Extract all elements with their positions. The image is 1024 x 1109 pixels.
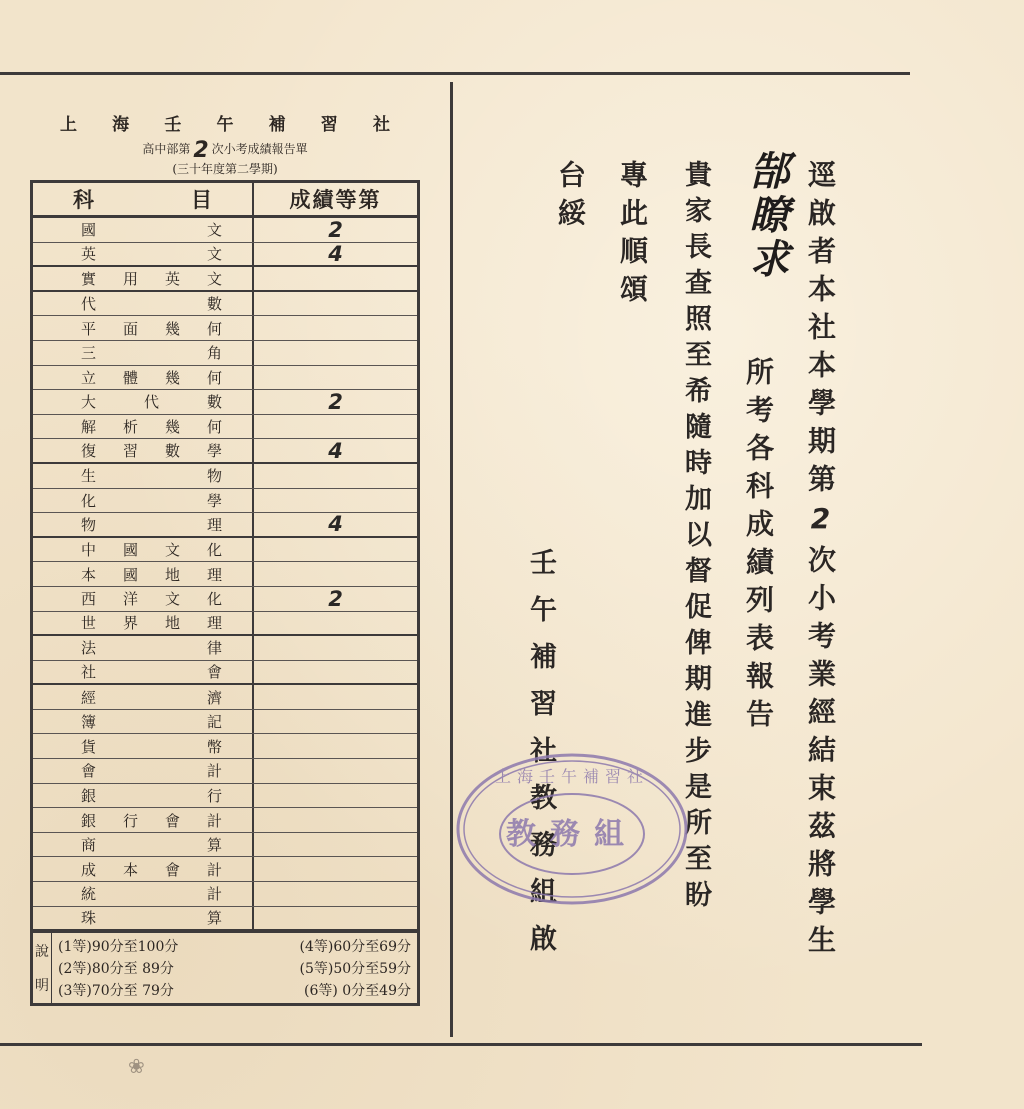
letter-column-3: 貴家長查照至希隨時加以督促俾期進步是所至盼 <box>680 160 711 916</box>
subject-char: 地 <box>164 565 180 584</box>
subject-char: 代 <box>143 393 159 412</box>
subject-row <box>33 907 417 932</box>
bottom-rule <box>0 1043 922 1046</box>
subject-char: 化 <box>81 491 97 510</box>
grade-value: 4 <box>328 438 343 463</box>
subject-char: 濟 <box>206 688 222 707</box>
subject-row <box>33 710 417 735</box>
grade-value: 4 <box>328 512 343 537</box>
subject-char: 數 <box>206 393 222 412</box>
legend-body <box>52 933 417 1003</box>
subject-char: 化 <box>206 541 222 560</box>
school-name-char: 習 <box>320 115 338 135</box>
subject-char: 地 <box>164 614 180 633</box>
subject-row <box>33 390 417 415</box>
subject-row <box>33 857 417 882</box>
legend-line <box>58 936 411 956</box>
subject-char: 何 <box>206 418 222 437</box>
subject-char: 面 <box>122 319 138 338</box>
subject-row <box>33 784 417 809</box>
subject-name <box>33 734 254 758</box>
legend-label <box>33 933 52 1003</box>
subject-char: 理 <box>206 515 222 534</box>
legend-entry: (4等)60分至69分 <box>299 939 411 956</box>
subtitle-prefix: 高中部第 <box>142 142 191 156</box>
subject-char: 解 <box>81 418 97 437</box>
subject-row <box>33 341 417 366</box>
subject-row <box>33 833 417 858</box>
legend-entry: (2等)80分至 89分 <box>58 961 174 978</box>
subject-char: 生 <box>81 467 97 486</box>
term-label: (三十年度第二學期) <box>172 162 278 176</box>
subject-char: 中 <box>81 541 97 560</box>
subject-char: 計 <box>206 860 222 879</box>
subject-name <box>33 907 254 930</box>
subject-name <box>33 784 254 808</box>
subject-char: 習 <box>122 442 138 461</box>
subject-name <box>33 243 254 266</box>
subject-row <box>33 464 417 489</box>
subject-row <box>33 808 417 833</box>
subject-char: 經 <box>81 688 97 707</box>
subject-char: 化 <box>206 590 222 609</box>
subject-char: 文 <box>206 269 222 288</box>
legend-label-char: 說 <box>35 944 49 961</box>
subject-char: 算 <box>206 909 222 928</box>
subject-name <box>33 464 254 488</box>
subject-char: 本 <box>122 860 138 879</box>
subject-char: 幾 <box>164 418 180 437</box>
subject-name <box>33 489 254 513</box>
subject-char: 成 <box>81 860 97 879</box>
subject-row <box>33 882 417 907</box>
subject-char: 何 <box>206 368 222 387</box>
subject-char: 學 <box>206 491 222 510</box>
subject-name <box>33 808 254 832</box>
exam-number-handwritten: 2 <box>193 138 209 163</box>
subject-char: 文 <box>164 590 180 609</box>
legend-entry: (5等)50分至59分 <box>299 961 411 978</box>
subject-char: 理 <box>206 614 222 633</box>
subject-char: 本 <box>81 565 97 584</box>
subject-char: 計 <box>206 762 222 781</box>
subject-char: 英 <box>81 245 97 264</box>
subject-name <box>33 439 254 462</box>
subject-char: 物 <box>206 467 222 486</box>
subject-char: 復 <box>81 442 97 461</box>
subject-char: 銀 <box>81 811 97 830</box>
subject-char: 幾 <box>164 319 180 338</box>
seal-center-text: 教務組 <box>506 817 638 852</box>
grade-value: 4 <box>328 241 343 266</box>
subject-header-char: 目 <box>191 187 212 212</box>
subject-char: 社 <box>81 663 97 682</box>
seal-ring-text: 上海壬午補習社 <box>494 767 650 786</box>
subject-char: 立 <box>81 368 97 387</box>
subject-char: 行 <box>122 811 138 830</box>
subject-name <box>33 341 254 365</box>
subject-name <box>33 267 254 290</box>
subject-char: 行 <box>206 786 222 805</box>
legend-line <box>58 958 411 978</box>
school-name-char: 社 <box>372 115 390 135</box>
subject-char: 幾 <box>164 368 180 387</box>
subject-char: 統 <box>81 885 97 904</box>
subject-name <box>33 710 254 734</box>
subject-row <box>33 218 417 243</box>
subject-row <box>33 489 417 514</box>
subject-char: 珠 <box>81 909 97 928</box>
subject-char: 律 <box>206 639 222 658</box>
subject-char: 文 <box>206 245 222 264</box>
legend-entry: (1等)90分至100分 <box>58 939 179 956</box>
subject-char: 界 <box>122 614 138 633</box>
subject-row <box>33 292 417 317</box>
school-name-char: 壬 <box>164 115 182 135</box>
school-name-char: 上 <box>60 115 77 135</box>
subject-char: 商 <box>81 836 97 855</box>
subject-row <box>33 513 417 538</box>
subject-row <box>33 439 417 464</box>
subject-name <box>33 292 254 316</box>
school-name-char: 補 <box>268 115 286 135</box>
subject-row <box>33 538 417 563</box>
subject-char: 西 <box>81 590 97 609</box>
grade-value: 2 <box>328 389 343 414</box>
grade-header: 成績等第 <box>289 187 382 212</box>
subject-char: 會 <box>164 860 180 879</box>
subject-char: 貨 <box>81 737 97 756</box>
subject-char: 國 <box>122 565 138 584</box>
subject-char: 計 <box>206 885 222 904</box>
student-name-handwritten: 郜瞭求 <box>743 150 790 282</box>
subject-char: 幣 <box>206 737 222 756</box>
corner-mark-icon: ❀ <box>128 1054 145 1078</box>
subject-char: 洋 <box>122 590 138 609</box>
grade-legend <box>33 931 417 1003</box>
letter-column-1-text: 逕啟者本社本學期第 <box>804 160 837 502</box>
school-name-char: 海 <box>112 115 130 135</box>
letter-column-2: 所考各科成績列表報告 <box>742 357 775 737</box>
subject-char: 物 <box>81 515 97 534</box>
subject-row <box>33 415 417 440</box>
subject-row <box>33 612 417 637</box>
subject-name <box>33 882 254 906</box>
subject-name <box>33 612 254 635</box>
subject-char: 國 <box>122 541 138 560</box>
table-body <box>33 218 417 931</box>
subject-row <box>33 562 417 587</box>
subject-char: 會 <box>206 663 222 682</box>
subject-char: 析 <box>122 418 138 437</box>
subject-char: 大 <box>81 393 97 412</box>
subject-char: 文 <box>164 541 180 560</box>
subject-char: 銀 <box>81 786 97 805</box>
subject-char: 記 <box>206 713 222 732</box>
subject-row <box>33 685 417 710</box>
subject-row <box>33 366 417 391</box>
subject-row <box>33 316 417 341</box>
letter-column-1-text-after: 次小考業經結束茲將學生 <box>804 545 837 963</box>
subject-char: 簿 <box>81 713 97 732</box>
grade-value: 2 <box>328 217 343 242</box>
subject-name <box>33 636 254 660</box>
legend-label-char: 明 <box>35 978 49 994</box>
subject-char: 角 <box>206 344 222 363</box>
subject-name <box>33 538 254 562</box>
subject-row <box>33 243 417 268</box>
exam-number-handwritten-letter: 2 <box>804 502 837 545</box>
subtitle-suffix: 次小考成績報告單 <box>211 142 308 156</box>
subject-char: 算 <box>206 836 222 855</box>
legend-line <box>58 980 411 1000</box>
grade-table <box>30 180 420 1006</box>
subject-char: 體 <box>122 368 138 387</box>
top-rule <box>0 72 910 75</box>
subject-name <box>33 759 254 783</box>
subject-char: 理 <box>206 565 222 584</box>
subject-name <box>33 218 254 242</box>
subject-char: 平 <box>81 319 97 338</box>
subject-char: 文 <box>206 221 222 240</box>
subject-char: 英 <box>164 269 180 288</box>
subject-char: 計 <box>206 811 222 830</box>
subject-char: 用 <box>122 269 138 288</box>
subject-char: 國 <box>81 221 97 240</box>
subject-row <box>33 636 417 661</box>
table-header <box>33 183 417 218</box>
subject-char: 法 <box>81 639 97 658</box>
subject-name <box>33 366 254 390</box>
subject-char: 三 <box>81 344 97 363</box>
subject-row <box>33 267 417 292</box>
subject-name <box>33 857 254 881</box>
letter-column-4: 專此順頌 <box>616 160 649 312</box>
subject-char: 學 <box>206 442 222 461</box>
subject-header <box>33 183 254 215</box>
subject-char: 代 <box>81 295 97 314</box>
subject-char: 數 <box>164 442 180 461</box>
subject-name <box>33 316 254 340</box>
subject-row <box>33 587 417 612</box>
legend-entry: (6等) 0分至49分 <box>303 983 411 1000</box>
school-name-char: 午 <box>216 115 234 135</box>
subject-name <box>33 661 254 684</box>
subject-char: 實 <box>81 269 97 288</box>
subject-row <box>33 759 417 784</box>
school-name <box>60 110 390 135</box>
subject-name <box>33 390 254 414</box>
subject-name <box>33 685 254 709</box>
letter-column-5: 台綏 <box>554 160 587 236</box>
subject-char: 何 <box>206 319 222 338</box>
subject-char: 會 <box>81 762 97 781</box>
grade-value: 2 <box>328 586 343 611</box>
subject-name <box>33 833 254 857</box>
subject-name <box>33 513 254 536</box>
subject-char: 世 <box>81 614 97 633</box>
subject-name <box>33 562 254 586</box>
letter-column-1 <box>804 160 837 963</box>
office-seal <box>452 748 692 910</box>
signature-column: 壬午補習社教務組啟 <box>525 548 556 971</box>
subject-name <box>33 587 254 611</box>
legend-entry: (3等)70分至 79分 <box>58 983 174 1000</box>
subject-header-char: 科 <box>73 187 94 212</box>
subject-row <box>33 734 417 759</box>
subject-name <box>33 415 254 439</box>
subject-char: 會 <box>164 811 180 830</box>
subject-char: 數 <box>206 295 222 314</box>
subject-row <box>33 661 417 686</box>
